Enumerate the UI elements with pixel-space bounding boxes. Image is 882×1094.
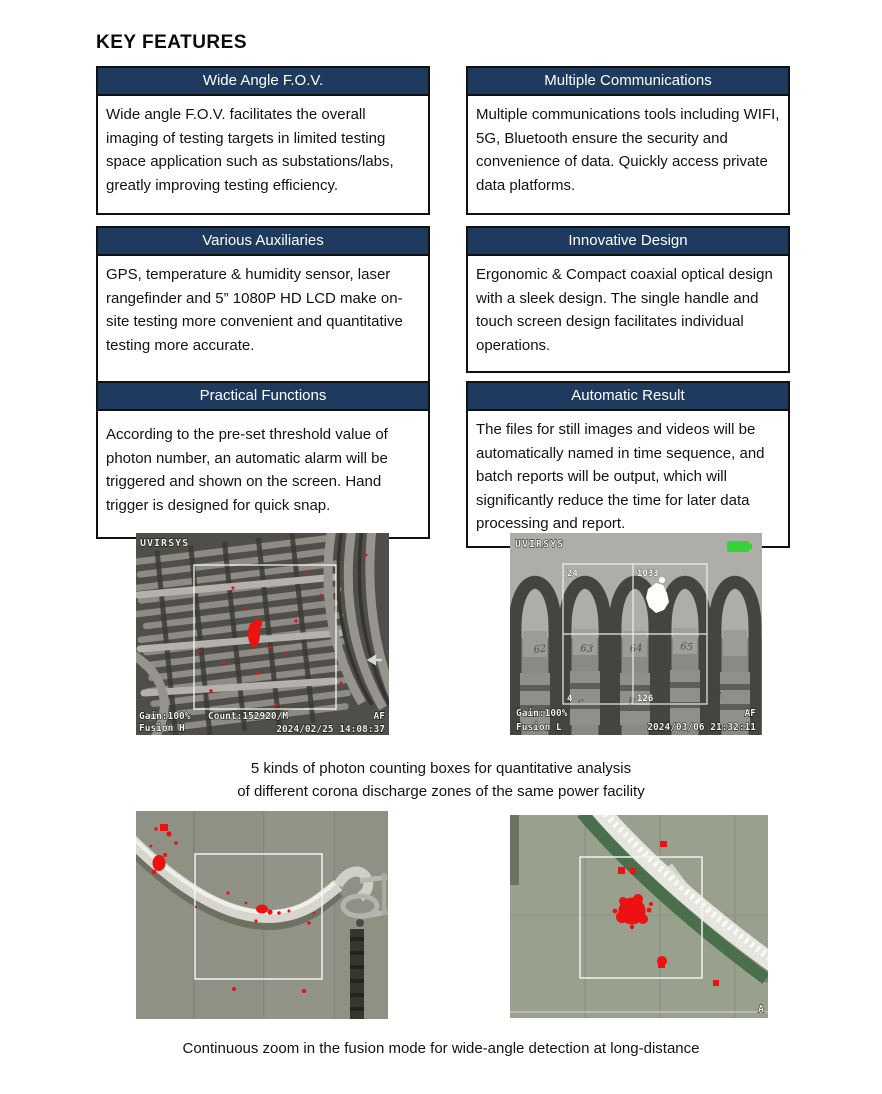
brand-watermark: UVIRSYS <box>140 538 190 549</box>
count-top-middle: 1033 <box>637 569 659 579</box>
timestamp: 2024/03/06 21:32:11 <box>647 722 756 733</box>
feature-title: Innovative Design <box>468 228 788 256</box>
feature-box-automatic-result <box>466 381 790 548</box>
feature-title: Wide Angle F.O.V. <box>98 68 428 96</box>
feature-box-practical-functions <box>96 381 430 539</box>
count-bottom-middle: 126 <box>637 694 654 704</box>
feature-title: Multiple Communications <box>468 68 788 96</box>
feature-body: The files for still images and videos will be automatically named in time sequence, and batch reports will be output, which will significantly reduce the time for later data processing and report. <box>476 421 765 532</box>
count-top-left: 24 <box>567 569 578 579</box>
svg-text:65: 65 <box>679 641 694 654</box>
count-readout: Count:152920/M <box>208 711 289 722</box>
fusion-mode-readout: Fusion H <box>139 723 185 734</box>
photon-counting-caption <box>0 757 882 803</box>
gain-readout: Gain:100% <box>139 711 191 722</box>
gain-readout: Gain:100% <box>516 708 568 719</box>
continuous-zoom-caption <box>0 1037 882 1060</box>
feature-body: According to the pre-set threshold value of photon number, an automatic alarm will be triggered and shown on the screen. Hand trigger is designed for quick snap. <box>106 426 388 514</box>
feature-box-multiple-communications <box>466 66 790 215</box>
timestamp: 2024/02/25 14:08:37 <box>276 724 385 735</box>
af-indicator: AF <box>373 711 385 722</box>
svg-text:8: 8 <box>715 691 722 702</box>
svg-text:64: 64 <box>629 642 643 655</box>
caption-line: Continuous zoom in the fusion mode for wide-angle detection at long-distance <box>182 1040 700 1057</box>
svg-text:c: c <box>578 697 584 708</box>
svg-text:63: 63 <box>579 643 594 656</box>
feature-box-wide-angle <box>96 66 430 215</box>
svg-text:62: 62 <box>532 643 548 656</box>
fusion-photo-zoomed-tube-image <box>510 815 768 1018</box>
caption-line-1: 5 kinds of photon counting boxes for quantitative analysis <box>250 760 632 777</box>
page-title: KEY FEATURES <box>96 32 247 53</box>
brand-watermark: UVIRSYS <box>515 539 565 550</box>
bottom-strip <box>510 1011 768 1013</box>
feature-title: Automatic Result <box>468 383 788 411</box>
support-pole <box>350 929 364 1019</box>
svg-text:B: B <box>628 697 636 708</box>
fusion-photo-zoomed-tube <box>510 815 768 1018</box>
battery-full-icon <box>727 541 752 552</box>
feature-box-various-auxiliaries <box>96 226 430 385</box>
dark-edge <box>510 815 519 885</box>
uv-screenshot-counting-boxes <box>510 533 762 735</box>
feature-box-innovative-design <box>466 226 790 373</box>
af-indicator: AF <box>744 708 756 719</box>
feature-body: GPS, temperature & humidity sensor, laser rangefinder and 5” 1080P HD LCD make on-site testing more convenient and quantitative testing more accurate. <box>106 266 403 354</box>
fusion-photo-curved-pipe <box>136 811 388 1019</box>
feature-title: Various Auxiliaries <box>98 228 428 256</box>
af-indicator-partial: A <box>757 1004 764 1015</box>
caption-line-2: of different corona discharge zones of the same power facility <box>237 783 645 800</box>
feature-body: Multiple communications tools including WIFI, 5G, Bluetooth ensure the security and convenience of data. Quickly access private data platforms. <box>476 106 780 194</box>
feature-body: Wide angle F.O.V. facilitates the overall imaging of testing targets in limited testing space application such as substations/labs, greatly improving testing efficiency. <box>106 106 394 194</box>
fusion-photo-curved-pipe-image <box>136 811 388 1019</box>
feature-title: Practical Functions <box>98 383 428 411</box>
feature-body: Ergonomic & Compact coaxial optical design with a sleek design. The single handle and touch screen design facilitates individual operations. <box>476 266 773 354</box>
fusion-mode-readout: Fusion L <box>516 722 562 733</box>
uv-screenshot-busbar-image <box>136 533 389 735</box>
uv-screenshot-counting-boxes-image <box>510 533 762 735</box>
count-bottom-left: 4 <box>567 694 573 704</box>
uv-screenshot-busbar <box>136 533 389 735</box>
